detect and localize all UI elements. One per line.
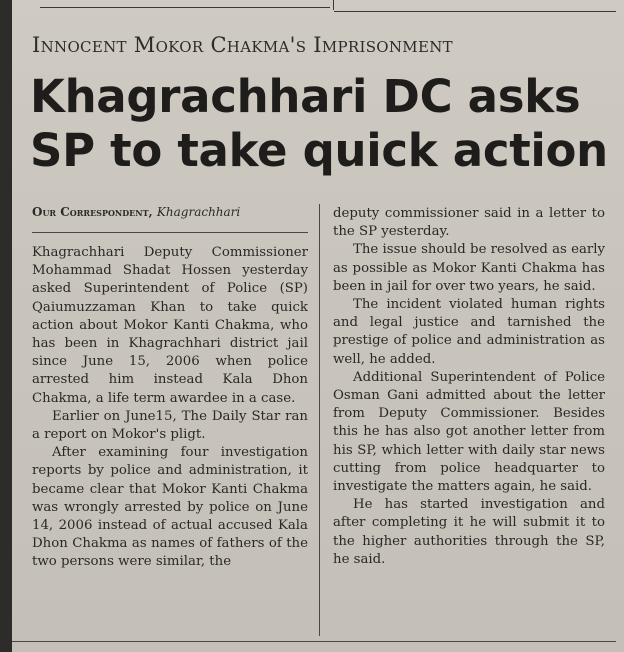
previous-article-strip <box>12 0 624 12</box>
paragraph: deputy commissioner said in a letter to the SP yesterday. <box>333 206 605 240</box>
page-shadow-edge <box>0 0 12 652</box>
headline-line-1: Khagrachhari DC asks <box>30 70 581 123</box>
byline-place: Khagrachhari <box>156 205 241 219</box>
article-column-2 <box>333 205 605 569</box>
bottom-rule <box>12 641 616 642</box>
article-kicker: Innocent Mokor Chakma's Imprisonment <box>32 33 453 57</box>
top-rule-right <box>334 11 616 12</box>
paragraph: Earlier on June15, The Daily Star ran a report on Mokor's pligt. <box>32 408 308 443</box>
article-column-1 <box>32 244 308 572</box>
byline-rule <box>32 232 308 233</box>
paragraph: The incident violated human rights and legal justice and tarnished the prestige of police and administration as well, he added. <box>333 297 605 367</box>
top-rule-left <box>40 7 330 8</box>
paragraph: He has started investigation and after completing it he will submit it to the higher authorities through the SP, he said. <box>333 497 605 567</box>
paragraph: The issue should be resolved as early as possible as Mokor Kanti Chakma has been in jail for over two years, he said. <box>333 242 605 294</box>
column-divider <box>319 204 320 636</box>
byline-author: Our Correspondent, <box>32 205 153 219</box>
headline-line-2: SP to take quick action <box>30 124 608 177</box>
paragraph: Additional Superintendent of Police Osman Gani admitted about the letter from Deputy Commissioner. Besides this he has also got another letter from his SP, which letter with daily star news cutting from police headquarter to investigate the matters again, he said. <box>333 369 605 495</box>
paragraph: After examining four investigation reports by police and administration, it became clear that Mokor Kanti Chakma was wrongly arrested by police on June 14, 2006 instead of actual accused Kala Dhon Chakma as names of fathers of the two persons were similar, the <box>32 445 308 570</box>
paragraph: Khagrachhari Deputy Commissioner Mohammad Shadat Hossen yesterday asked Superintendent of Police (SP) Qaiumuzzaman Khan to take quick action about Mokor Kanti Chakma, who has been in Khagrachhari district jail since June 15, 2006 when police arrested him instead Kala Dhon Chakma, a life term awardee in a case. <box>32 245 308 406</box>
top-column-divider <box>333 0 334 10</box>
article-byline <box>32 205 240 219</box>
article-headline <box>30 70 610 178</box>
